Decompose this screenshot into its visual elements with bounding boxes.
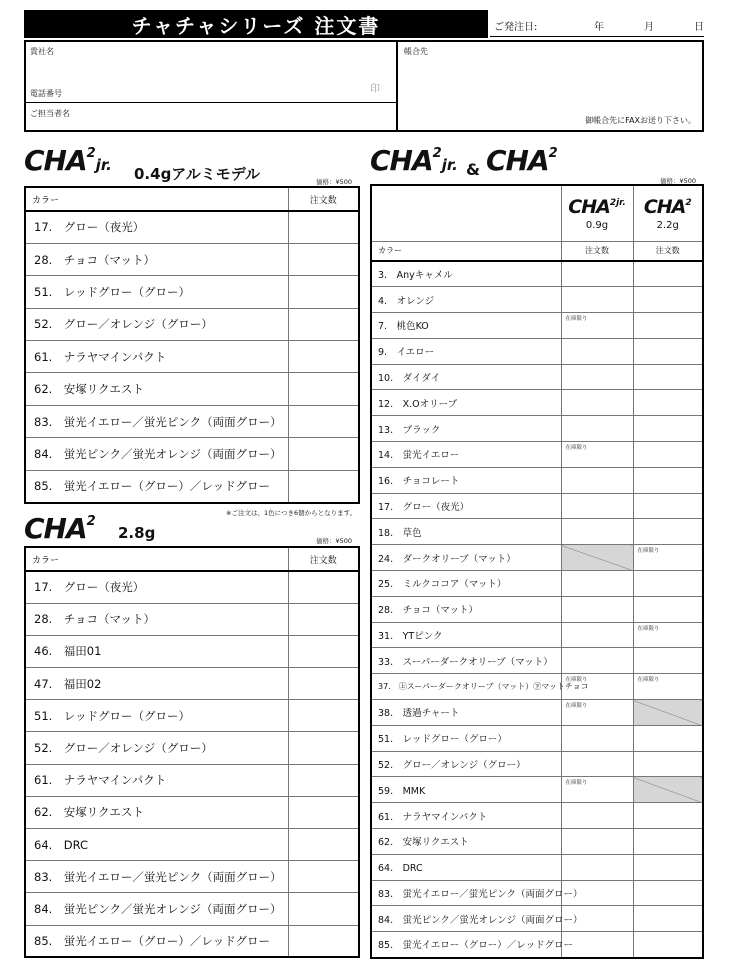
table-row bbox=[25, 276, 359, 308]
quantity-cha2-cell bbox=[633, 700, 703, 726]
color-name: 12. X.Oオリーブ bbox=[371, 390, 561, 416]
color-name: 62. 安塚リクエスト bbox=[25, 373, 288, 405]
quantity-cell[interactable] bbox=[288, 243, 359, 275]
quantity-jr-cell[interactable] bbox=[561, 932, 633, 958]
color-name: 62. 安塚リクエスト bbox=[25, 796, 288, 828]
jr-price: 価格：¥500 bbox=[316, 178, 353, 186]
quantity-cell[interactable] bbox=[288, 732, 359, 764]
quantity-cha2-cell bbox=[633, 777, 703, 803]
cha2-price: 価格：¥500 bbox=[316, 537, 353, 545]
quantity-jr-cell[interactable] bbox=[561, 442, 633, 468]
right-cha2-jr-logo: CHA$^2$jr. bbox=[370, 144, 458, 177]
stock-limited-note: 在庫限り bbox=[565, 677, 588, 684]
minimum-order-note: ※ご注文は、1色につき6個からとなります。 bbox=[226, 509, 357, 517]
table-row bbox=[25, 925, 359, 957]
weight-jr: 0.9g bbox=[585, 219, 609, 231]
quantity-jr-cell[interactable] bbox=[561, 467, 633, 493]
table-row bbox=[371, 622, 703, 648]
color-column-header: カラー bbox=[25, 547, 288, 571]
quantity-jr-cell[interactable] bbox=[561, 777, 633, 803]
quantity-cell[interactable] bbox=[288, 571, 359, 603]
quantity-jr-cell[interactable] bbox=[561, 803, 633, 829]
quantity-cha2-cell[interactable] bbox=[633, 287, 703, 313]
stock-limited-note: 在庫限り bbox=[637, 677, 660, 684]
color-name: 17. グロー（夜光） bbox=[371, 493, 561, 519]
quantity-cha2-cell[interactable] bbox=[633, 390, 703, 416]
ampersand: & bbox=[466, 160, 480, 179]
quantity-cell[interactable] bbox=[288, 373, 359, 405]
color-name: 38. 透過チャート bbox=[371, 700, 561, 726]
quantity-jr-cell[interactable] bbox=[561, 829, 633, 855]
quantity-cha2-cell[interactable] bbox=[633, 906, 703, 932]
stock-limited-note: 在庫限り bbox=[565, 780, 588, 787]
color-name: 3. Anyキャメル bbox=[371, 261, 561, 287]
quantity-cha2-cell[interactable] bbox=[633, 338, 703, 364]
cha2-subtitle: 2.8g bbox=[118, 524, 156, 542]
table-row bbox=[25, 373, 359, 405]
table-row bbox=[371, 803, 703, 829]
customer-info-box bbox=[24, 40, 704, 132]
jr-order-table bbox=[24, 186, 360, 504]
right-order-table bbox=[370, 184, 704, 959]
quantity-cha2-cell[interactable] bbox=[633, 313, 703, 339]
quantity-cha2-cell[interactable] bbox=[633, 545, 703, 571]
color-column-header: カラー bbox=[371, 241, 561, 261]
quantity-cha2-cell[interactable] bbox=[633, 364, 703, 390]
table-row bbox=[371, 829, 703, 855]
quantity-jr-cell[interactable] bbox=[561, 519, 633, 545]
quantity-cell[interactable] bbox=[288, 341, 359, 373]
quantity-jr-cell[interactable] bbox=[561, 648, 633, 674]
color-name: 52. グロー／オレンジ（グロー） bbox=[25, 732, 288, 764]
quantity-cell[interactable] bbox=[288, 829, 359, 861]
table-row bbox=[25, 243, 359, 275]
color-name: 25. ミルクココア（マット） bbox=[371, 571, 561, 597]
quantity-cha2-cell[interactable] bbox=[633, 674, 703, 700]
color-name: 85. 蛍光イエロー（グロー）／レッドグロー bbox=[371, 932, 561, 958]
color-name: 13. ブラック bbox=[371, 416, 561, 442]
quantity-cha2-cell[interactable] bbox=[633, 751, 703, 777]
table-row bbox=[371, 700, 703, 726]
quantity-cell[interactable] bbox=[288, 470, 359, 502]
stock-limited-note: 在庫限り bbox=[565, 703, 588, 710]
color-name: 64. DRC bbox=[371, 854, 561, 880]
color-name: 31. YTピンク bbox=[371, 622, 561, 648]
date-month-label: 月 bbox=[644, 22, 654, 33]
quantity-cha2-cell[interactable] bbox=[633, 854, 703, 880]
table-row bbox=[371, 416, 703, 442]
quantity-jr-cell[interactable] bbox=[561, 493, 633, 519]
date-day-label: 日 bbox=[694, 22, 704, 33]
table-row bbox=[371, 777, 703, 803]
quantity-jr-cell[interactable] bbox=[561, 751, 633, 777]
quantity-jr-cell[interactable] bbox=[561, 906, 633, 932]
table-row bbox=[25, 405, 359, 437]
color-name: 18. 草色 bbox=[371, 519, 561, 545]
quantity-jr-cell[interactable] bbox=[561, 364, 633, 390]
quantity-cell[interactable] bbox=[288, 405, 359, 437]
quantity-cell[interactable] bbox=[288, 925, 359, 957]
table-row bbox=[25, 603, 359, 635]
color-name: 83. 蛍光イエロー／蛍光ピンク（両面グロー） bbox=[371, 880, 561, 906]
table-row bbox=[25, 764, 359, 796]
color-name: 52. グロー／オレンジ（グロー） bbox=[371, 751, 561, 777]
quantity-cha2-cell[interactable] bbox=[633, 596, 703, 622]
stock-limited-note: 在庫限り bbox=[565, 445, 588, 452]
quantity-jr-cell[interactable] bbox=[561, 287, 633, 313]
order-date-label: ご発注日: bbox=[494, 22, 538, 33]
table-row bbox=[371, 571, 703, 597]
color-name: 83. 蛍光イエロー／蛍光ピンク（両面グロー） bbox=[25, 405, 288, 437]
color-name: 7. 桃色KO bbox=[371, 313, 561, 339]
quantity-cell[interactable] bbox=[288, 438, 359, 470]
color-name: 52. グロー／オレンジ（グロー） bbox=[25, 308, 288, 340]
color-name: 51. レッドグロー（グロー） bbox=[371, 725, 561, 751]
quantity-jr-cell[interactable] bbox=[561, 674, 633, 700]
table-row bbox=[371, 751, 703, 777]
color-name: 84. 蛍光ピンク／蛍光オレンジ（両面グロー） bbox=[371, 906, 561, 932]
color-name: 24. ダークオリーブ（マット） bbox=[371, 545, 561, 571]
table-row bbox=[25, 700, 359, 732]
table-row bbox=[25, 668, 359, 700]
table-row bbox=[25, 571, 359, 603]
cha2-order-table bbox=[24, 546, 360, 958]
table-row bbox=[25, 635, 359, 667]
quantity-cha2-cell[interactable] bbox=[633, 571, 703, 597]
header-blank-cell bbox=[371, 185, 561, 241]
color-name: 46. 福田01 bbox=[25, 635, 288, 667]
table-row bbox=[371, 313, 703, 339]
quantity-cell[interactable] bbox=[288, 796, 359, 828]
color-name: 51. レッドグロー（グロー） bbox=[25, 276, 288, 308]
right-price: 価格：¥500 bbox=[660, 177, 697, 185]
quantity-cell[interactable] bbox=[288, 276, 359, 308]
quantity-cha2-cell[interactable] bbox=[633, 519, 703, 545]
jr-subtitle: 0.4gアルミモデル bbox=[134, 165, 260, 183]
quantity-cell[interactable] bbox=[288, 308, 359, 340]
color-name: 51. レッドグロー（グロー） bbox=[25, 700, 288, 732]
color-name: 47. 福田02 bbox=[25, 668, 288, 700]
table-row bbox=[371, 442, 703, 468]
color-name: 33. スーパーダークオリーブ（マット） bbox=[371, 648, 561, 674]
quantity-cell[interactable] bbox=[288, 668, 359, 700]
color-name: 85. 蛍光イエロー（グロー）／レッドグロー bbox=[25, 470, 288, 502]
info-divider bbox=[26, 102, 396, 103]
color-name: 37. ㊤スーパーダークオリーブ（マット）㊦マットチョコ bbox=[371, 674, 561, 700]
table-row bbox=[25, 732, 359, 764]
quantity-jr-cell[interactable] bbox=[561, 596, 633, 622]
table-row bbox=[25, 308, 359, 340]
color-name: 16. チョコレート bbox=[371, 467, 561, 493]
quantity-cha2-cell[interactable] bbox=[633, 648, 703, 674]
table-row bbox=[371, 854, 703, 880]
product-header-jr: $CHA^{2jr.}$ 0.9g bbox=[561, 185, 633, 241]
fax-note: 御帳合先にFAXお送り下さい。 bbox=[585, 116, 696, 125]
table-row bbox=[25, 341, 359, 373]
table-row bbox=[371, 390, 703, 416]
color-name: 61. ナラヤマインパクト bbox=[371, 803, 561, 829]
right-cha2-logo: CHA$^2$ bbox=[486, 144, 558, 177]
stock-limited-note: 在庫限り bbox=[565, 316, 588, 323]
table-row bbox=[371, 596, 703, 622]
table-row bbox=[371, 674, 703, 700]
color-name: 64. DRC bbox=[25, 829, 288, 861]
table-row bbox=[25, 470, 359, 502]
qty-column-header: 注文数 bbox=[288, 187, 359, 211]
table-row bbox=[371, 519, 703, 545]
customer-info-left bbox=[26, 42, 398, 130]
table-row bbox=[371, 493, 703, 519]
quantity-cell[interactable] bbox=[288, 603, 359, 635]
stock-limited-note: 在庫限り bbox=[637, 548, 660, 555]
phone-label: 電話番号 bbox=[30, 89, 62, 98]
quantity-jr-cell[interactable] bbox=[561, 725, 633, 751]
cha2-jr-logo: CHA$^2$jr. bbox=[24, 144, 112, 177]
table-row bbox=[25, 861, 359, 893]
color-name: 28. チョコ（マット） bbox=[371, 596, 561, 622]
color-name: 59. MMK bbox=[371, 777, 561, 803]
table-row bbox=[25, 796, 359, 828]
table-row bbox=[371, 880, 703, 906]
table-row bbox=[371, 261, 703, 287]
color-name: 17. グロー（夜光） bbox=[25, 211, 288, 243]
quantity-cell[interactable] bbox=[288, 700, 359, 732]
date-year-label: 年 bbox=[594, 22, 604, 33]
color-name: 61. ナラヤマインパクト bbox=[25, 764, 288, 796]
quantity-jr-cell[interactable] bbox=[561, 313, 633, 339]
table-row bbox=[371, 932, 703, 958]
quantity-jr-cell[interactable] bbox=[561, 416, 633, 442]
table-row bbox=[371, 287, 703, 313]
table-row bbox=[25, 211, 359, 243]
stock-limited-note: 在庫限り bbox=[637, 625, 660, 632]
table-row bbox=[371, 725, 703, 751]
account-label: 帳合先 bbox=[404, 47, 428, 56]
table-row bbox=[371, 648, 703, 674]
quantity-cha2-cell[interactable] bbox=[633, 442, 703, 468]
product-header-cha2: CHA$^2$ 2.2g bbox=[633, 185, 703, 241]
date-underline bbox=[490, 36, 704, 37]
quantity-cell[interactable] bbox=[288, 764, 359, 796]
color-name: 28. チョコ（マット） bbox=[25, 603, 288, 635]
quantity-cha2-cell[interactable] bbox=[633, 829, 703, 855]
qty-column-header: 注文数 bbox=[288, 547, 359, 571]
qty-cha2-column-header: 注文数 bbox=[633, 241, 703, 261]
color-name: 83. 蛍光イエロー／蛍光ピンク（両面グロー） bbox=[25, 861, 288, 893]
quantity-cell[interactable] bbox=[288, 635, 359, 667]
quantity-cha2-cell[interactable] bbox=[633, 622, 703, 648]
table-row bbox=[25, 893, 359, 925]
table-row bbox=[25, 438, 359, 470]
quantity-cha2-cell[interactable] bbox=[633, 725, 703, 751]
quantity-jr-cell bbox=[561, 545, 633, 571]
order-date-row bbox=[494, 18, 704, 33]
table-row bbox=[371, 545, 703, 571]
color-name: 61. ナラヤマインパクト bbox=[25, 341, 288, 373]
page-title: チャチャシリーズ 注文書 bbox=[24, 10, 488, 38]
cha2-logo: CHA$^2$ bbox=[24, 512, 96, 545]
table-row bbox=[371, 906, 703, 932]
quantity-cha2-cell[interactable] bbox=[633, 932, 703, 958]
quantity-jr-cell[interactable] bbox=[561, 700, 633, 726]
quantity-cha2-cell[interactable] bbox=[633, 261, 703, 287]
color-name: 14. 蛍光イエロー bbox=[371, 442, 561, 468]
color-name: 4. オレンジ bbox=[371, 287, 561, 313]
quantity-cha2-cell[interactable] bbox=[633, 880, 703, 906]
table-row bbox=[371, 338, 703, 364]
company-label: 貴社名 bbox=[30, 47, 54, 56]
quantity-cell[interactable] bbox=[288, 861, 359, 893]
color-name: 10. ダイダイ bbox=[371, 364, 561, 390]
table-row bbox=[371, 364, 703, 390]
quantity-cha2-cell[interactable] bbox=[633, 416, 703, 442]
seal-mark: 印 bbox=[370, 84, 380, 95]
color-name: 84. 蛍光ピンク／蛍光オレンジ（両面グロー） bbox=[25, 893, 288, 925]
color-name: 84. 蛍光ピンク／蛍光オレンジ（両面グロー） bbox=[25, 438, 288, 470]
quantity-jr-cell[interactable] bbox=[561, 880, 633, 906]
quantity-jr-cell[interactable] bbox=[561, 571, 633, 597]
color-name: 62. 安塚リクエスト bbox=[371, 829, 561, 855]
color-name: 9. イエロー bbox=[371, 338, 561, 364]
quantity-jr-cell[interactable] bbox=[561, 854, 633, 880]
contact-label: ご担当者名 bbox=[30, 109, 70, 118]
qty-jr-column-header: 注文数 bbox=[561, 241, 633, 261]
quantity-jr-cell[interactable] bbox=[561, 338, 633, 364]
quantity-cell[interactable] bbox=[288, 211, 359, 243]
color-name: 17. グロー（夜光） bbox=[25, 571, 288, 603]
quantity-cha2-cell[interactable] bbox=[633, 803, 703, 829]
quantity-cell[interactable] bbox=[288, 893, 359, 925]
table-row bbox=[371, 467, 703, 493]
quantity-cha2-cell[interactable] bbox=[633, 467, 703, 493]
table-row bbox=[25, 829, 359, 861]
quantity-cha2-cell[interactable] bbox=[633, 493, 703, 519]
weight-cha2: 2.2g bbox=[656, 219, 679, 231]
color-name: 28. チョコ（マット） bbox=[25, 243, 288, 275]
color-column-header: カラー bbox=[25, 187, 288, 211]
quantity-jr-cell[interactable] bbox=[561, 622, 633, 648]
quantity-jr-cell[interactable] bbox=[561, 390, 633, 416]
color-name: 85. 蛍光イエロー（グロー）／レッドグロー bbox=[25, 925, 288, 957]
quantity-jr-cell[interactable] bbox=[561, 261, 633, 287]
